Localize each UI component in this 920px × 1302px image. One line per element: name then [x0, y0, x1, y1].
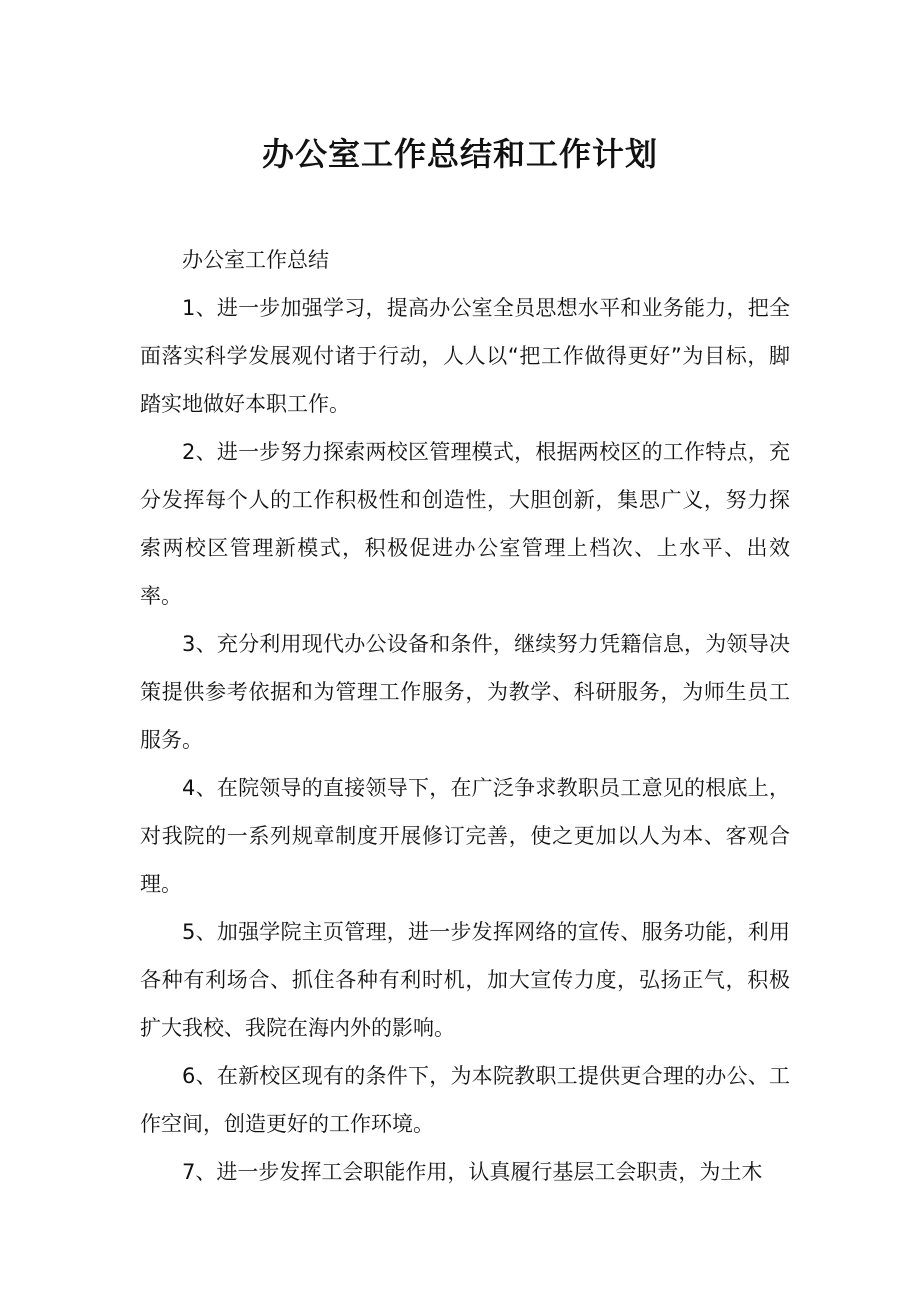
paragraph-item-3: 3、充分利用现代办公设备和条件，继续努力凭籍信息，为领导决策提供参考依据和为管理工作服务，为教学、科研服务，为师生员工服务。	[140, 632, 790, 752]
paragraph-item-5: 5、加强学院主页管理，进一步发挥网络的宣传、服务功能，利用各种有利场合、抓住各种有利时机，加大宣传力度，弘扬正气，积极扩大我校、我院在海内外的影响。	[140, 920, 790, 1040]
document-title: 办公室工作总结和工作计划	[261, 135, 658, 173]
paragraph-item-7: 7、进一步发挥工会职能作用，认真履行基层工会职责，为土木	[182, 1160, 763, 1184]
paragraph-item-4: 4、在院领导的直接领导下，在广泛争求教职员工意见的根底上，对我院的一系列规章制度开展修订完善，使之更加以人为本、客观合理。	[140, 776, 790, 896]
paragraph-item-6: 6、在新校区现有的条件下，为本院教职工提供更合理的办公、工作空间，创造更好的工作环境。	[140, 1064, 790, 1136]
paragraph-item-1: 1、进一步加强学习，提高办公室全员思想水平和业务能力，把全面落实科学发展观付诸于行动，人人以“把工作做得更好”为目标，脚踏实地做好本职工作。	[140, 296, 790, 416]
section-heading: 办公室工作总结	[182, 248, 329, 272]
document-body	[140, 236, 790, 1196]
paragraph-item-2: 2、进一步努力探索两校区管理模式，根据两校区的工作特点，充分发挥每个人的工作积极性和创造性，大胆创新，集思广义，努力探索两校区管理新模式，积极促进办公室管理上档次、上水平、出效率。	[140, 440, 790, 608]
